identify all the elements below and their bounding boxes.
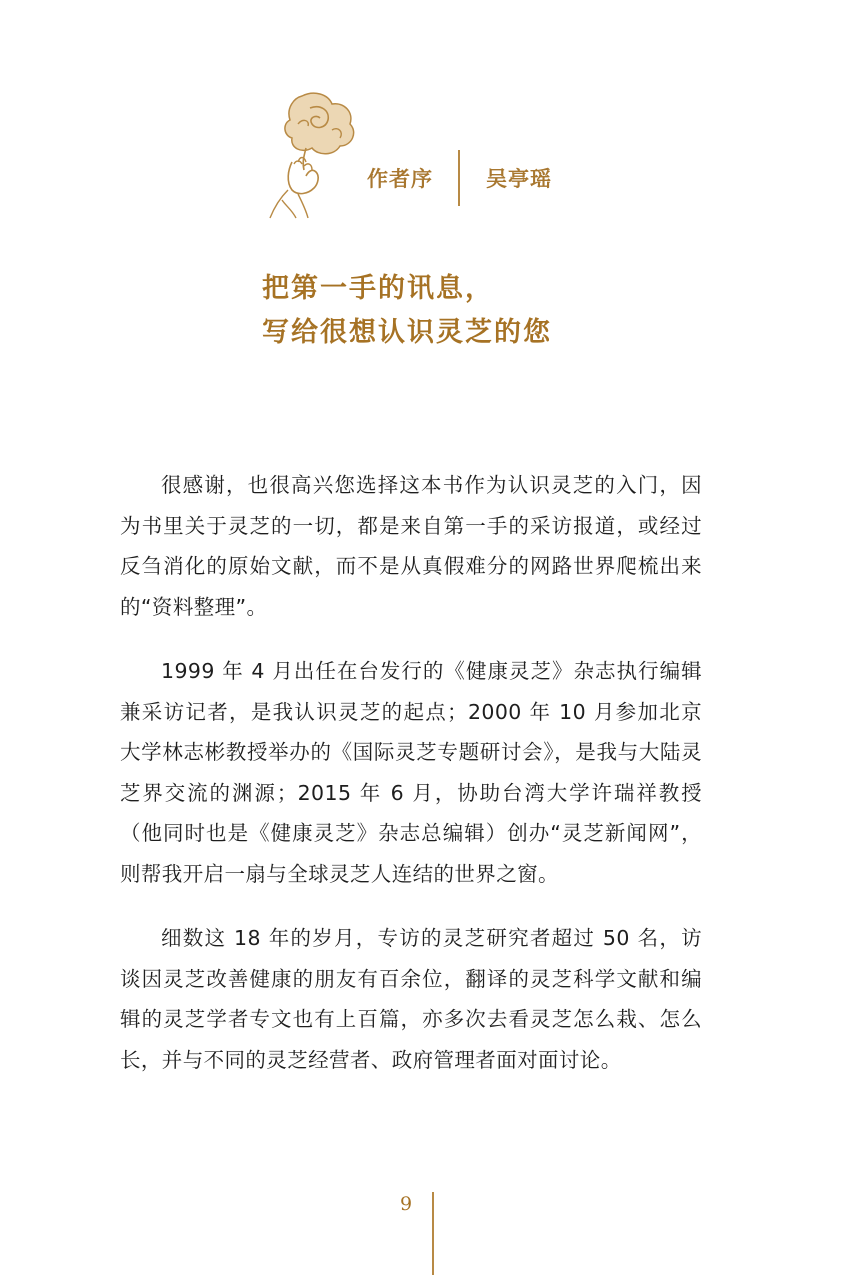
page-title-line-2: 写给很想认识灵芝的您 bbox=[262, 317, 552, 348]
page-number: 9 bbox=[399, 1193, 413, 1215]
author-name: 吴亭瑶 bbox=[486, 167, 552, 191]
paragraph-1: 很感谢，也很高兴您选择这本书作为认识灵芝的入门，因为书里关于灵芝的一切，都是来自第一手的采访报道，或经过反刍消化的原始文献，而不是从真假难分的网路世界爬梳出来的“资料整理”。 bbox=[120, 473, 702, 619]
page-title-line-1: 把第一手的讯息， bbox=[262, 273, 494, 304]
paragraph-2: 1999 年 4 月出任在台发行的《健康灵芝》杂志执行编辑兼采访记者，是我认识灵芝的起点；2000 年 10 月参加北京大学林志彬教授举办的《国际灵芝专题研讨会》，是我与大陆灵芝界交流的渊源；2015 年 6 月，协助台湾大学许瑞祥教授（他同时也是《健康灵芝》杂志总编辑）创办“灵芝新闻网”，则帮我开启一扇与全球灵芝人连结的世界之窗。 bbox=[120, 659, 702, 886]
section-label: 作者序 bbox=[367, 167, 433, 191]
paragraph-3: 细数这 18 年的岁月，专访的灵芝研究者超过 50 名，访谈因灵芝改善健康的朋友有百余位，翻译的灵芝科学文献和编辑的灵芝学者专文也有上百篇，亦多次去看灵芝怎么栽、怎么长，并与不同的灵芝经营者、政府管理者面对面讨论。 bbox=[120, 926, 702, 1072]
lingzhi-cloud-hand-icon bbox=[262, 90, 362, 220]
header-divider bbox=[458, 150, 460, 206]
body-text bbox=[120, 465, 702, 1104]
page-number-rule bbox=[432, 1192, 434, 1275]
